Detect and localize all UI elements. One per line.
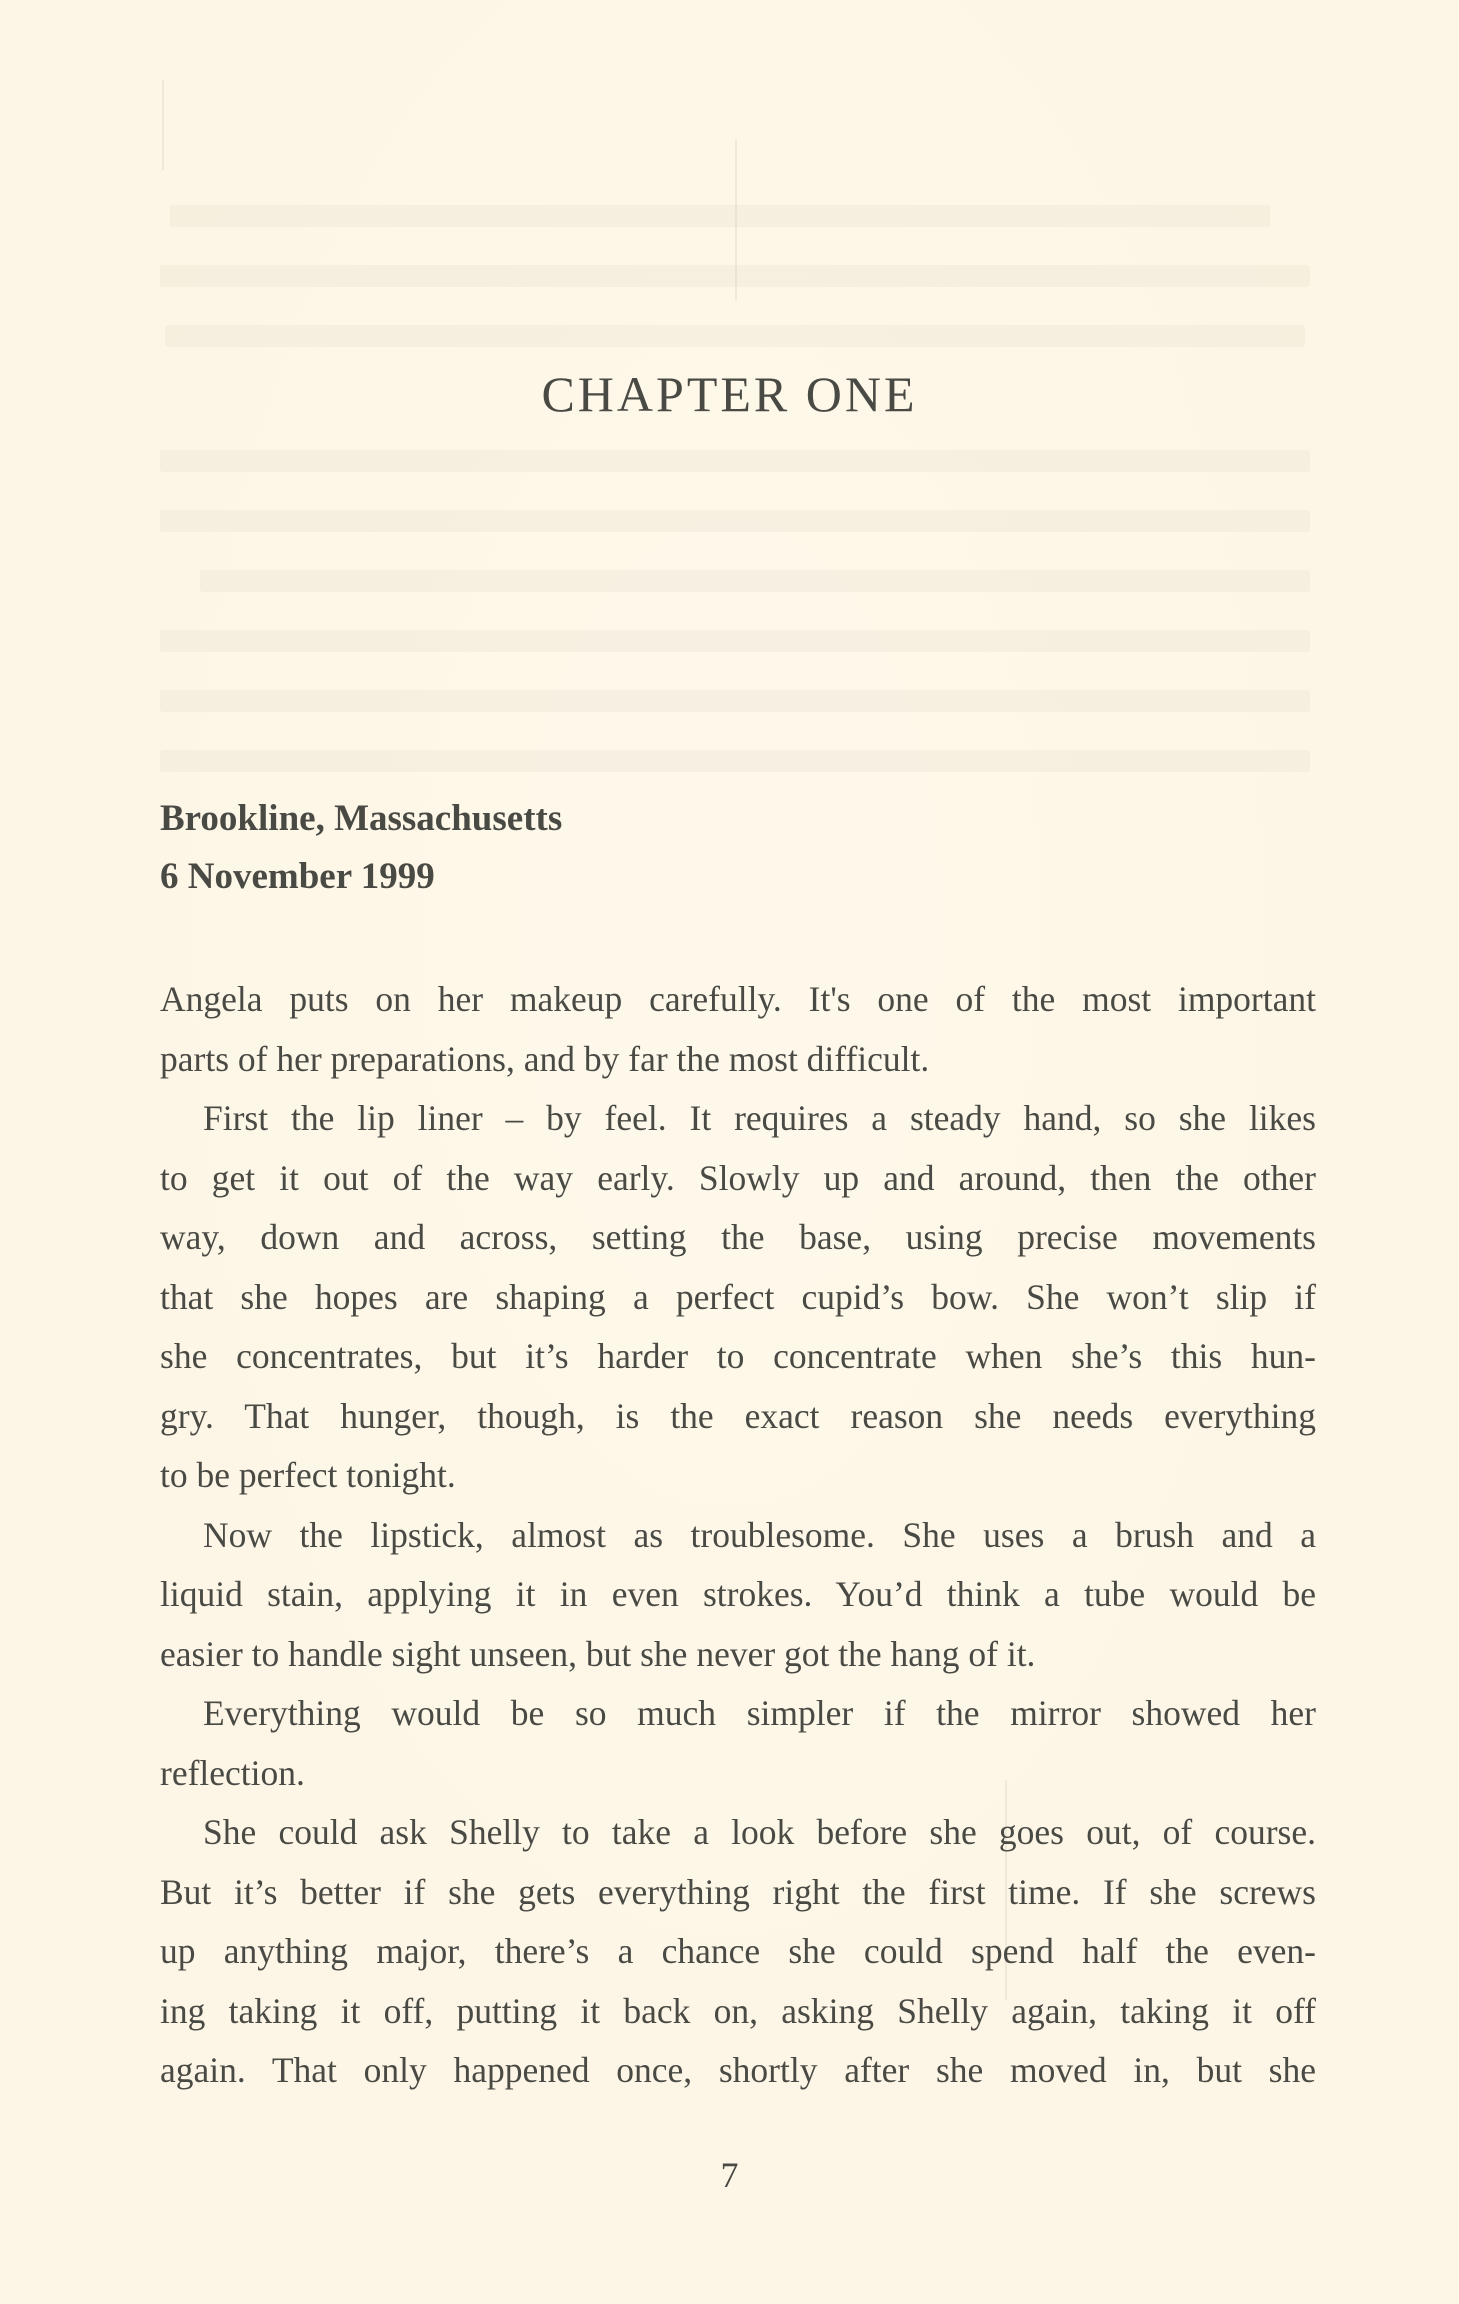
text-line: parts of her preparations, and by far the most difficult. xyxy=(160,1038,930,1079)
show-through-line xyxy=(200,570,1310,592)
paragraph xyxy=(160,1803,1316,2101)
text-line: again. That only happened once, shortly after she moved in, but she xyxy=(160,2050,1316,2090)
text-line: Everything would be so much simpler if the mirror showed her xyxy=(203,1693,1316,1733)
show-through-line xyxy=(170,205,1270,227)
paper-crease xyxy=(735,140,737,300)
show-through-line xyxy=(160,690,1310,712)
text-line: ing taking it off, putting it back on, asking Shelly again, taking it off xyxy=(160,1990,1316,2031)
text-line: that she hopes are shaping a perfect cupid’s bow. She won’t slip if xyxy=(160,1276,1316,1317)
text-line: Angela puts on her makeup carefully. It's one of the most important xyxy=(160,979,1316,1019)
text-line: easier to handle sight unseen, but she never got the hang of it. xyxy=(160,1633,1036,1674)
location-place: Brookline, Massachusetts xyxy=(160,798,563,839)
paragraph xyxy=(160,1089,1316,1506)
location-date: 6 November 1999 xyxy=(160,856,435,897)
body-text xyxy=(160,970,1316,2101)
show-through-line xyxy=(160,450,1310,472)
paragraph xyxy=(160,970,1316,1089)
text-line: up anything major, there’s a chance she could spend half the even- xyxy=(160,1931,1316,1971)
paper-crease xyxy=(162,80,164,170)
text-line: she concentrates, but it’s harder to concentrate when she’s this hun- xyxy=(160,1336,1316,1376)
paragraph xyxy=(160,1506,1316,1685)
text-line: gry. That hunger, though, is the exact reason she needs everything xyxy=(160,1395,1316,1436)
text-line: Now the lipstick, almost as troublesome. She uses a brush and a xyxy=(203,1514,1316,1555)
show-through-line xyxy=(160,510,1310,532)
text-line: to get it out of the way early. Slowly up and around, then the other xyxy=(160,1157,1316,1198)
text-line: She could ask Shelly to take a look before she goes out, of course. xyxy=(203,1812,1316,1852)
show-through-line xyxy=(160,750,1310,772)
paragraph xyxy=(160,1684,1316,1803)
chapter-title: CHAPTER ONE xyxy=(541,366,918,422)
show-through-line xyxy=(165,325,1305,347)
text-line: But it’s better if she gets everything right the first time. If she screws xyxy=(160,1871,1316,1912)
text-line: to be perfect tonight. xyxy=(160,1455,456,1495)
location-heading xyxy=(160,790,562,906)
show-through-line xyxy=(160,630,1310,652)
text-line: liquid stain, applying it in even strokes. You’d think a tube would be xyxy=(160,1574,1316,1614)
text-line: way, down and across, setting the base, using precise movements xyxy=(160,1217,1316,1257)
page-number: 7 xyxy=(720,2155,739,2195)
text-line: reflection. xyxy=(160,1752,305,1793)
text-line: First the lip liner – by feel. It requires a steady hand, so she likes xyxy=(203,1098,1316,1138)
